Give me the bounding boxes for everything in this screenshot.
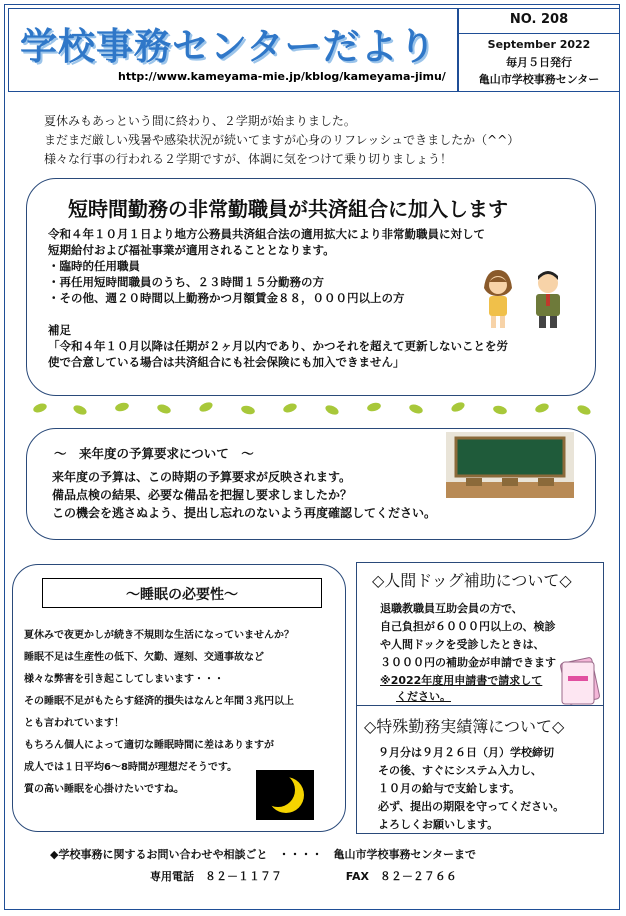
issue-frequency: 毎月５日発行 bbox=[506, 56, 572, 69]
dock-line: や人間ドックを受診したときは、 bbox=[380, 638, 545, 651]
issue-info-box bbox=[458, 34, 620, 92]
budget-line: 備品点検の結果、必要な備品を把握し要求しましたか？ bbox=[52, 488, 353, 502]
sleep-line: その睡眠不足がもたらす経済的損失はなんと年間３兆円以上 bbox=[24, 696, 294, 707]
kyosai-supplement-line: 「令和４年１０月以降は任期が２ヶ月以内であり、かつそれを超えて更新しないことを労 bbox=[48, 339, 508, 353]
intro-line: まだまだ厳しい残暑や感染状況が続いてますが心身のリフレッシュできましたか（^^） bbox=[44, 133, 520, 147]
intro-line: 夏休みもあっという間に終わり、２学期が始まりました。 bbox=[44, 114, 356, 128]
footer-numbers bbox=[150, 868, 457, 884]
footer-phone: 専用電話 ８２－１１７７ bbox=[150, 870, 282, 883]
work-line: １０月の給与で支給します。 bbox=[378, 782, 521, 795]
kyosai-supplement-label: 補足 bbox=[48, 323, 71, 337]
budget-title: ～ 来年度の予算要求について ～ bbox=[54, 446, 254, 461]
dock-line: ３０００円の補助金が申請できます bbox=[380, 656, 556, 669]
publisher-name: 亀山市学校事務センター bbox=[478, 73, 600, 86]
kyosai-line: ・臨時的任用職員 bbox=[48, 259, 140, 273]
dock-line: 自己負担が６０００円以上の、検診 bbox=[380, 620, 556, 633]
newsletter-title: 学校事務センターだより bbox=[20, 25, 437, 68]
leaf-divider bbox=[30, 398, 600, 418]
kyosai-line: ・その他、週２０時間以上勤務かつ月額賃金８８，０００円以上の方 bbox=[48, 291, 405, 305]
work-title: ◇特殊勤務実績簿について◇ bbox=[364, 717, 565, 736]
classroom-illustration bbox=[446, 432, 574, 498]
work-line: 必ず、提出の期限を守ってください。 bbox=[378, 800, 565, 813]
budget-line: 来年度の予算は、この時期の予算要求が反映されます。 bbox=[52, 470, 352, 484]
sleep-title-box bbox=[42, 578, 322, 608]
footer-contact: ◆学校事務に関するお問い合わせや相談ごと ・・・・ 亀山市学校事務センターまで bbox=[50, 848, 477, 861]
kyosai-line: 短期給付および福祉事業が適用されることとなります。 bbox=[48, 243, 335, 257]
sleep-line: とも言われています！ bbox=[24, 718, 124, 729]
issue-number-box bbox=[458, 8, 620, 34]
issue-number: NO. 208 bbox=[509, 12, 569, 27]
work-line: その後、すぐにシステム入力し、 bbox=[378, 764, 542, 777]
kyosai-line: ・再任用短時間職員のうち、２３時間１５分勤務の方 bbox=[48, 275, 324, 289]
sleep-line: 睡眠不足は生産性の低下、欠勤、遅刻、交通事故など bbox=[24, 652, 264, 663]
sleep-line: 成人では１日平均6～8時間が理想だそうです。 bbox=[24, 762, 238, 773]
dock-note-line: ※2022年度用申請書で請求して bbox=[380, 674, 543, 687]
budget-line: この機会を逃さぬよう、提出し忘れのないよう再度確認してください。 bbox=[52, 506, 437, 520]
intro-line: 様々な行事の行われる２学期ですが、体調に気をつけて乗り切りましょう！ bbox=[44, 152, 453, 166]
kyosai-title: 短時間勤務の非常勤職員が共済組合に加入します bbox=[68, 197, 508, 221]
kyosai-supplement-line: 使で合意している場合は共済組合にも社会保険にも加入できません」 bbox=[48, 355, 405, 369]
application-form-icon bbox=[556, 656, 602, 706]
dock-note-line: ください。 bbox=[396, 690, 451, 703]
kyosai-line: 令和４年１０月１日より地方公務員共済組合法の適用拡大により非常勤職員に対して bbox=[48, 227, 485, 241]
sleep-title: ～睡眠の必要性～ bbox=[126, 587, 238, 603]
issue-date: September 2022 bbox=[487, 38, 591, 51]
work-line: ９月分は９月２６日（月）学校締切 bbox=[378, 746, 554, 759]
sleep-line: 様々な弊害を引き起こしてしまいます・・・ bbox=[24, 674, 224, 685]
staff-illustration bbox=[478, 266, 578, 330]
sleep-line: 質の高い睡眠を心掛けたいですね。 bbox=[24, 784, 184, 795]
dock-title: ◇人間ドッグ補助について◇ bbox=[372, 571, 572, 590]
work-line: よろしくお願いします。 bbox=[378, 818, 499, 831]
footer-fax: FAX ８２－２７６６ bbox=[345, 870, 457, 883]
moon-icon bbox=[256, 770, 314, 820]
sleep-line: もちろん個人によって適切な睡眠時間に差はありますが bbox=[24, 740, 274, 751]
blog-url-link[interactable]: http://www.kameyama-mie.jp/kblog/kameyama-jimu/ bbox=[118, 70, 446, 83]
dock-line: 退職教職員互助会員の方で、 bbox=[380, 602, 523, 615]
sleep-line: 夏休みで夜更かしが続き不規則な生活になっていませんか？ bbox=[24, 630, 294, 641]
